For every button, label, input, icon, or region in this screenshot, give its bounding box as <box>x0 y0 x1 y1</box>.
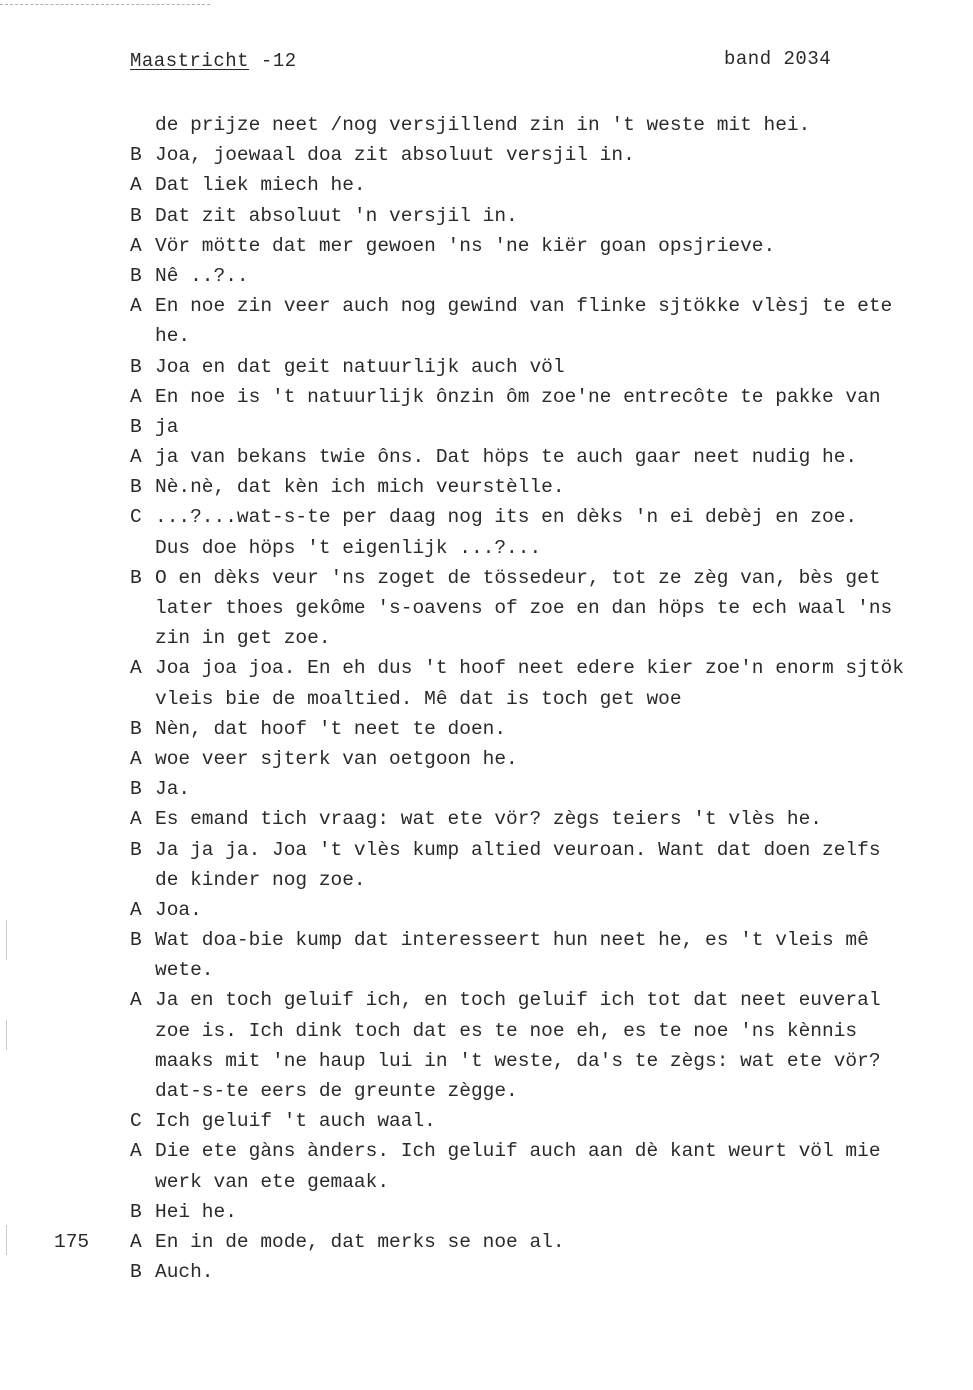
page-header-left <box>130 50 297 72</box>
speaker-label: B <box>130 264 142 287</box>
transcript-line <box>0 442 973 472</box>
transcript-turn <box>0 835 973 895</box>
utterance-text: Dat liek miech he. <box>155 174 366 197</box>
transcript-line <box>0 895 973 925</box>
transcript-line <box>0 835 973 865</box>
transcript-line <box>0 865 973 895</box>
transcript-line <box>0 653 973 683</box>
transcript-line <box>0 502 973 532</box>
utterance-text: Joa joa joa. En eh dus 't hoof neet edere kier zoe'n enorm sjtök <box>155 657 904 680</box>
location-title: Maastricht <box>130 50 250 72</box>
transcript-line <box>0 1136 973 1166</box>
utterance-text: En noe zin veer auch nog gewind van flinke sjtökke vlèsj te ete <box>155 295 893 318</box>
transcript-line <box>0 684 973 714</box>
transcript-turn <box>0 231 973 261</box>
utterance-text: Auch. <box>155 1261 214 1284</box>
speaker-label: A <box>130 657 142 680</box>
utterance-text: Nèn, dat hoof 't neet te doen. <box>155 717 507 740</box>
speaker-label: C <box>130 506 142 529</box>
transcript-turn <box>0 382 973 412</box>
transcript-turn <box>0 352 973 382</box>
speaker-label: B <box>130 929 142 952</box>
transcript-turn <box>0 291 973 351</box>
speaker-label: A <box>130 174 142 197</box>
transcript-line <box>0 382 973 412</box>
transcript-turn <box>0 1197 973 1227</box>
transcript-line <box>0 1227 973 1257</box>
speaker-label: B <box>130 204 142 227</box>
speaker-label: C <box>130 1110 142 1133</box>
transcript-line <box>0 563 973 593</box>
transcript <box>0 110 973 1287</box>
transcript-line <box>0 110 973 140</box>
transcript-line <box>0 321 973 351</box>
transcript-turn <box>0 502 973 562</box>
transcript-turn <box>0 985 973 1106</box>
transcript-line <box>0 231 973 261</box>
transcript-line <box>0 412 973 442</box>
speaker-label: A <box>130 898 142 921</box>
utterance-text: Dat zit absoluut 'n versjil in. <box>155 204 518 227</box>
transcript-line <box>0 985 973 1015</box>
speaker-label: A <box>130 808 142 831</box>
transcript-line <box>0 623 973 653</box>
transcript-line <box>0 1197 973 1227</box>
transcript-turn <box>0 261 973 291</box>
transcript-turn <box>0 1106 973 1136</box>
utterance-text: Die ete gàns ànders. Ich geluif auch aan dè kant weurt völ mie <box>155 1140 881 1163</box>
transcript-turn <box>0 925 973 985</box>
speaker-label: B <box>130 1200 142 1223</box>
transcript-turn <box>0 140 973 170</box>
utterance-text: O en dèks veur 'ns zoget de tössedeur, tot ze zèg van, bès get <box>155 566 881 589</box>
transcript-turn <box>0 653 973 713</box>
utterance-text: Joa, joewaal doa zit absoluut versjil in. <box>155 144 635 167</box>
speaker-label: A <box>130 747 142 770</box>
speaker-label: B <box>130 144 142 167</box>
transcript-turn <box>0 714 973 744</box>
transcript-line <box>0 291 973 321</box>
utterance-text: Nè.nè, dat kèn ich mich veurstèlle. <box>155 476 565 499</box>
transcript-line <box>0 1016 973 1046</box>
utterance-text: Wat doa-bie kump dat interesseert hun neet he, es 't vleis mê <box>155 929 869 952</box>
speaker-label: B <box>130 355 142 378</box>
transcript-line <box>0 261 973 291</box>
utterance-text: Vör mötte dat mer gewoen 'ns 'ne kiër goan opsjrieve. <box>155 234 776 257</box>
utterance-text: woe veer sjterk van oetgoon he. <box>155 747 518 770</box>
utterance-text: Es emand tich vraag: wat ete vör? zègs teiers 't vlès he. <box>155 808 823 831</box>
speaker-label: A <box>130 1230 142 1253</box>
utterance-text: de kinder nog zoe. <box>155 868 366 891</box>
transcript-line <box>0 744 973 774</box>
utterance-text: Ja en toch geluif ich, en toch geluif ich tot dat neet euveral <box>155 989 881 1012</box>
top-rule <box>0 4 210 5</box>
transcript-line <box>0 1076 973 1106</box>
transcript-line <box>0 140 973 170</box>
utterance-text: dat-s-te eers de greunte zègge. <box>155 1080 518 1102</box>
speaker-label: A <box>130 989 142 1012</box>
transcript-turn <box>0 804 973 834</box>
transcript-line <box>0 201 973 231</box>
transcript-turn <box>0 412 973 442</box>
transcript-turn <box>0 744 973 774</box>
utterance-text: Hei he. <box>155 1200 237 1223</box>
utterance-text: Ich geluif 't auch waal. <box>155 1110 436 1133</box>
utterance-text: En noe is 't natuurlijk ônzin ôm zoe'ne entrecôte te pakke van <box>155 385 881 408</box>
transcript-line <box>0 472 973 502</box>
transcript-line <box>0 352 973 382</box>
speaker-label: B <box>130 778 142 801</box>
speaker-label: B <box>130 1261 142 1284</box>
utterance-text: de prijze neet /nog versjillend zin in 't weste mit hei. <box>155 114 811 136</box>
utterance-text: werk van ete gemaak. <box>155 1170 390 1193</box>
transcript-line <box>0 170 973 200</box>
speaker-label: A <box>130 446 142 469</box>
utterance-text: ...?...wat-s-te per daag nog its en dèks 'n ei debèj en zoe. <box>155 506 858 529</box>
transcript-line <box>0 1106 973 1136</box>
utterance-text: maaks mit 'ne haup lui in 't weste, da's te zègs: wat ete vör? <box>155 1049 881 1072</box>
utterance-text: Ja ja ja. Joa 't vlès kump altied veuroan. Want dat doen zelfs <box>155 838 881 861</box>
transcript-turn <box>0 110 973 140</box>
utterance-text: zin in get zoe. <box>155 627 331 650</box>
transcript-line <box>0 1046 973 1076</box>
transcript-line <box>0 533 973 563</box>
speaker-label: B <box>130 717 142 740</box>
utterance-text: wete. <box>155 959 214 982</box>
transcript-line <box>0 955 973 985</box>
speaker-label: B <box>130 476 142 499</box>
transcript-line <box>0 804 973 834</box>
transcript-turn <box>0 170 973 200</box>
transcript-turn <box>0 895 973 925</box>
utterance-text: later thoes gekôme 's-oavens of zoe en dan höps te ech waal 'ns <box>155 597 893 619</box>
speaker-label: B <box>130 566 142 589</box>
speaker-label: A <box>130 295 142 318</box>
utterance-text: Ja. <box>155 778 191 801</box>
transcript-line <box>0 774 973 804</box>
transcript-line <box>0 714 973 744</box>
page-number: -12 <box>249 50 297 72</box>
transcript-turn <box>0 472 973 502</box>
utterance-text: En in de mode, dat merks se noe al. <box>155 1230 565 1253</box>
utterance-text: ja <box>155 415 179 438</box>
utterance-text: he. <box>155 325 191 348</box>
utterance-text: Dus doe höps 't eigenlijk ...?... <box>155 536 542 559</box>
utterance-text: Joa en dat geit natuurlijk auch völ <box>155 355 565 378</box>
transcript-turn <box>0 1136 973 1196</box>
line-number: 175 <box>54 1230 90 1253</box>
transcript-line <box>0 925 973 955</box>
utterance-text: Joa. <box>155 898 202 921</box>
speaker-label: A <box>130 1140 142 1163</box>
transcript-line <box>0 1167 973 1197</box>
transcript-turn <box>0 442 973 472</box>
tape-reference: band 2034 <box>724 48 832 70</box>
utterance-text: Nê ..?.. <box>155 264 249 287</box>
utterance-text: vleis bie de moaltied. Mê dat is toch get woe <box>155 687 682 710</box>
transcript-turn <box>0 563 973 654</box>
utterance-text: zoe is. Ich dink toch dat es te noe eh, es te noe 'ns kènnis <box>155 1019 858 1042</box>
speaker-label: B <box>130 415 142 438</box>
transcript-turn <box>0 1257 973 1287</box>
transcript-turn <box>0 201 973 231</box>
speaker-label: B <box>130 838 142 861</box>
utterance-text: ja van bekans twie ôns. Dat höps te auch gaar neet nudig he. <box>155 446 858 469</box>
transcript-turn <box>0 774 973 804</box>
transcript-line <box>0 593 973 623</box>
speaker-label: A <box>130 234 142 257</box>
transcript-line <box>0 1257 973 1287</box>
speaker-label: A <box>130 385 142 408</box>
transcript-turn <box>0 1227 973 1257</box>
